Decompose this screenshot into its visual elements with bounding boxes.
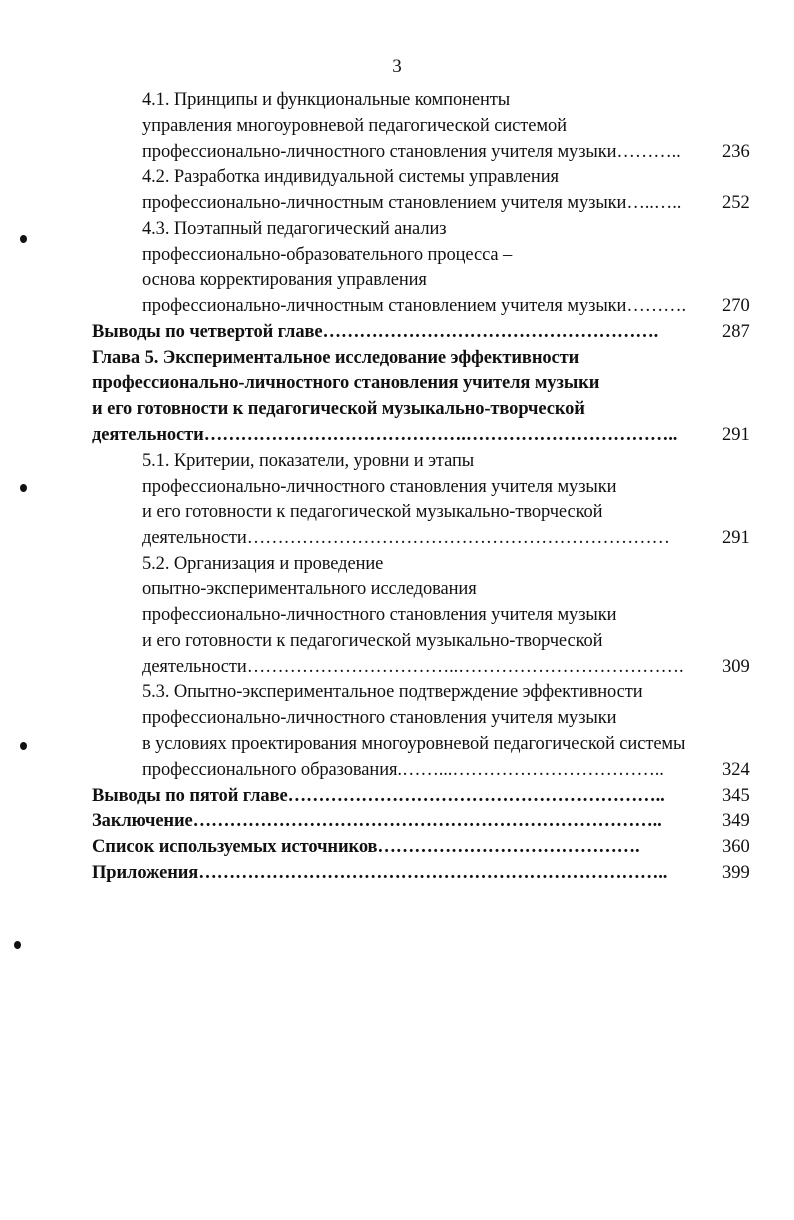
binding-hole-mark (20, 235, 27, 243)
toc-page-number: 349 (722, 811, 750, 831)
toc-page-number: 270 (722, 296, 750, 316)
toc-line: деятельности…………………………………….…………………………….. (92, 425, 678, 445)
toc-page-number: 309 (722, 657, 750, 677)
toc-line: и его готовности к педагогической музыкально-творческой (142, 631, 603, 651)
binding-hole-mark (20, 742, 27, 750)
toc-line: профессионально-личностного становления учителя музыки (142, 708, 617, 728)
toc-page-number: 291 (722, 528, 750, 548)
page-number: 3 (392, 56, 402, 77)
toc-page-number: 236 (722, 142, 750, 162)
toc-line: Список используемых источников……………………………………. (92, 837, 640, 857)
toc-line: 4.2. Разработка индивидуальной системы управления (142, 167, 559, 187)
toc-line: деятельности……………………………..………………………………. (142, 657, 684, 677)
toc-line: опытно-экспериментального исследования (142, 579, 477, 599)
toc-line: Приложения………………………………………………………………….. (92, 863, 668, 883)
toc-line: профессионально-образовательного процесса – (142, 245, 513, 265)
toc-page-number: 360 (722, 837, 750, 857)
toc-page-number: 345 (722, 786, 750, 806)
toc-line: профессионально-личностного становления учителя музыки (92, 373, 600, 393)
toc-page-number: 399 (722, 863, 750, 883)
toc-page-number: 252 (722, 193, 750, 213)
toc-line: и его готовности к педагогической музыкально-творческой (92, 399, 585, 419)
toc-line: в условиях проектирования многоуровневой педагогической системы (142, 734, 686, 754)
toc-line: деятельности…………………………………………………………… (142, 528, 670, 548)
toc-line: профессионально-личностным становлением учителя музыки………. (142, 296, 687, 316)
toc-page-number: 291 (722, 425, 750, 445)
binding-hole-mark (20, 484, 27, 492)
toc-line: 4.1. Принципы и функциональные компоненты (142, 90, 511, 110)
toc-line: профессионально-личностного становления учителя музыки (142, 477, 617, 497)
toc-line: Глава 5. Экспериментальное исследование эффективности (92, 348, 580, 368)
toc-line: Выводы по четвертой главе………………………………………………. (92, 322, 659, 342)
toc-page-number: 287 (722, 322, 750, 342)
toc-line: Заключение………………………………………………………………….. (92, 811, 662, 831)
toc-line: Выводы по пятой главе…………………………………………………….. (92, 786, 665, 806)
toc-line: профессионально-личностным становлением учителя музыки…..….. (142, 193, 682, 213)
toc-line: управления многоуровневой педагогической системой (142, 116, 567, 136)
toc-line: 5.1. Критерии, показатели, уровни и этапы (142, 451, 475, 471)
toc-line: 4.3. Поэтапный педагогический анализ (142, 219, 447, 239)
binding-hole-mark (14, 941, 21, 949)
toc-line: профессионально-личностного становления учителя музыки (142, 605, 617, 625)
toc-line: и его готовности к педагогической музыкально-творческой (142, 502, 603, 522)
toc-line: профессионального образования.……...…………………………….. (142, 760, 664, 780)
toc-line: профессионально-личностного становления учителя музыки……….. (142, 142, 681, 162)
toc-line: основа корректирования управления (142, 270, 427, 290)
toc-line: 5.2. Организация и проведение (142, 554, 384, 574)
toc-line: 5.3. Опытно-экспериментальное подтверждение эффективности (142, 682, 643, 702)
toc-page-number: 324 (722, 760, 750, 780)
